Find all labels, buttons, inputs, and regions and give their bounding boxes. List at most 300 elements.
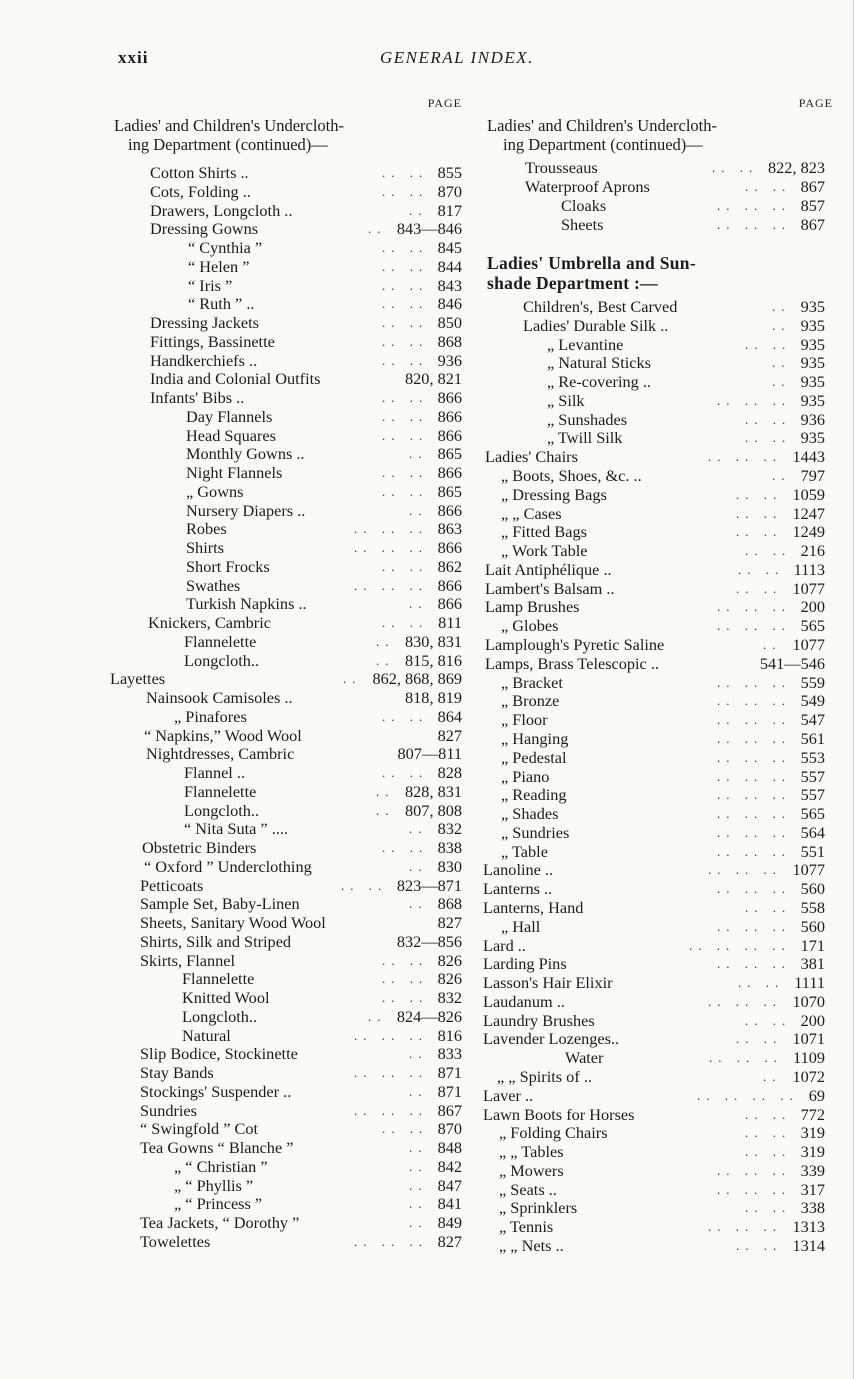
entry-title: „ Sprinklers: [499, 1198, 578, 1218]
entry-title: „ „ Tables: [499, 1142, 564, 1162]
index-entry: [110, 1101, 462, 1120]
entry-page: 561: [800, 728, 825, 748]
index-entry: [110, 594, 462, 613]
index-entry: [110, 913, 462, 932]
entry-page: 797: [800, 466, 825, 486]
entry-title: Laundry Brushes: [483, 1010, 595, 1030]
leader-dots: .. ..: [736, 580, 783, 596]
entry-page: 553: [800, 747, 825, 767]
entry-page: 560: [800, 916, 825, 936]
entry-page: 843: [437, 275, 462, 295]
entry-title: Water: [565, 1048, 604, 1068]
entry-page: 844: [437, 256, 462, 276]
leader-dots: .. .. ..: [717, 217, 791, 232]
index-entry: [483, 992, 833, 1011]
index-entry: [483, 842, 833, 861]
index-entry: [483, 428, 833, 447]
entry-title: „ Pinafores: [174, 706, 247, 726]
entry-title: Natural: [182, 1025, 231, 1045]
entry-page: 849: [437, 1213, 462, 1232]
index-entry: [110, 876, 462, 895]
leader-dots: .. ..: [736, 1238, 783, 1253]
entry-title: Flannel ..: [184, 763, 246, 782]
entry-title: Trousseaus: [525, 158, 598, 177]
entry-title: Head Squares: [186, 425, 276, 445]
entry-title: „ „ Nets ..: [499, 1236, 564, 1255]
right-column: [483, 96, 833, 1256]
entry-page: 1249: [792, 522, 825, 542]
leader-dots: ..: [376, 783, 395, 799]
index-entry: [483, 879, 833, 898]
entry-title: “ Swingfold ” Cot: [140, 1119, 259, 1139]
entry-page: 862, 868, 869: [372, 669, 462, 689]
entry-title: „ Piano: [501, 766, 550, 786]
entry-page: 541—546: [759, 653, 825, 673]
entry-page: 827: [437, 1231, 462, 1251]
leader-dots: .. .. .. ..: [689, 937, 791, 953]
index-entry: [110, 951, 462, 970]
entry-page: 772: [800, 1104, 825, 1124]
index-entry: [110, 1213, 462, 1232]
entry-title: Turkish Napkins ..: [186, 594, 307, 614]
leader-dots: ..: [376, 633, 395, 649]
index-entry: [110, 294, 462, 313]
entry-page: 816: [437, 1025, 462, 1045]
entry-page: 822, 823: [768, 158, 825, 177]
entry-page: 381: [800, 954, 825, 974]
entry-title: „ Sundries: [501, 822, 570, 842]
entry-page: 845: [437, 238, 462, 257]
entry-title: Tea Jackets, “ Dorothy ”: [140, 1213, 300, 1232]
entry-title: Knickers, Cambric: [148, 613, 271, 632]
leader-dots: .. .. ..: [354, 1102, 428, 1118]
leader-dots: .. ..: [745, 1200, 792, 1216]
entry-page: 935: [800, 334, 825, 354]
leader-dots: .. ..: [382, 390, 429, 405]
entry-title: Day Flannels: [186, 406, 273, 426]
entry-page: 200: [800, 1010, 825, 1030]
index-entry: [483, 767, 833, 786]
leader-dots: .. .. ..: [717, 881, 791, 897]
entry-page: 319: [800, 1123, 825, 1143]
entry-title: “ Napkins,” Wood Wool: [144, 725, 302, 745]
leader-dots: ..: [376, 652, 395, 668]
entry-title: Sheets, Sanitary Wood Wool: [140, 913, 326, 932]
index-entry: [483, 391, 833, 410]
leader-dots: ..: [368, 1008, 387, 1024]
entry-title: Tea Gowns “ Blanche ”: [140, 1138, 294, 1157]
leader-dots: ..: [409, 1215, 428, 1230]
leader-dots: .. ..: [382, 483, 429, 499]
entry-title: Sample Set, Baby-Linen: [140, 894, 300, 914]
entry-title: Laudanum ..: [483, 991, 565, 1011]
index-entry: [483, 1048, 833, 1067]
entry-title: „ Folding Chairs: [499, 1123, 608, 1143]
leader-dots: .. ..: [745, 543, 792, 559]
leader-dots: .. ..: [382, 990, 429, 1005]
index-entry: [483, 954, 833, 973]
entry-title: „ Bronze: [501, 691, 560, 711]
entry-title: Lamps, Brass Telescopic ..: [485, 653, 659, 673]
entry-page: 833: [437, 1044, 462, 1064]
leader-dots: .. ..: [382, 352, 429, 368]
index-entry: [110, 276, 462, 295]
entry-page: 1059: [792, 484, 825, 504]
index-entry: [110, 744, 462, 763]
entry-title: Infants' Bibs ..: [150, 388, 245, 407]
index-entry: [483, 1086, 833, 1105]
entry-page: 841: [437, 1194, 462, 1214]
entry-title: “ Iris ”: [188, 275, 233, 295]
index-entry: [483, 785, 833, 804]
leader-dots: .. .. ..: [717, 806, 791, 822]
entry-title: „ Levantine: [547, 334, 624, 354]
index-entry: [110, 426, 462, 445]
entry-title: „ Gowns: [186, 481, 244, 501]
leader-dots: .. ..: [738, 561, 785, 577]
entry-page: 871: [437, 1063, 462, 1082]
entry-page: 866: [437, 500, 462, 520]
entry-page: 1070: [792, 991, 825, 1011]
entry-title: „ Table: [501, 841, 548, 861]
index-entry: [110, 688, 462, 707]
leader-dots: .. ..: [382, 765, 429, 780]
index-entry: [110, 519, 462, 538]
leader-dots: .. ..: [745, 430, 792, 446]
entry-page: 936: [800, 409, 825, 429]
index-entry: [110, 707, 462, 726]
entry-title: Cloaks: [561, 196, 607, 215]
leader-dots: ..: [409, 1140, 428, 1155]
index-entry: [483, 372, 833, 391]
index-entry: [483, 597, 833, 616]
entry-page: 69: [808, 1085, 825, 1105]
umbrella-heading: Ladies' Umbrella and Sun-: [487, 253, 696, 273]
index-entry: [483, 654, 833, 673]
index-entry: [110, 219, 462, 238]
entry-title: Handkerchiefs ..: [150, 350, 258, 370]
index-entry: [110, 388, 462, 407]
entry-title: Monthly Gowns ..: [186, 444, 305, 464]
index-entry: [110, 669, 462, 688]
index-entry: [483, 1029, 833, 1048]
entry-page: 838: [437, 838, 462, 857]
index-entry: [483, 635, 833, 654]
entry-page: 832: [437, 819, 462, 839]
entry-title: Children's, Best Carved: [523, 297, 678, 316]
entry-page: 866: [437, 463, 462, 482]
index-entry: [110, 782, 462, 801]
leader-dots: .. ..: [382, 615, 429, 630]
entry-title: „ Hall: [501, 916, 541, 936]
entry-page: 339: [800, 1160, 825, 1180]
leader-dots: .. .. ..: [354, 577, 428, 593]
index-entry: [483, 1105, 833, 1124]
index-entry: [483, 560, 833, 579]
leader-dots: ..: [763, 637, 782, 653]
leader-dots: ..: [409, 202, 428, 218]
entry-title: Lanterns ..: [483, 879, 553, 899]
entry-page: 549: [800, 691, 825, 711]
entry-page: 565: [800, 616, 825, 636]
leader-dots: .. ..: [382, 333, 429, 349]
index-entry: [483, 215, 833, 234]
leader-dots: .. .. ..: [717, 843, 791, 859]
entry-page: 811: [438, 613, 462, 632]
entry-page: 171: [800, 935, 825, 955]
leader-dots: .. .. ..: [717, 693, 791, 709]
entry-title: „ Re-covering ..: [547, 372, 651, 392]
leader-dots: .. ..: [382, 952, 429, 968]
entry-page: 863: [437, 519, 462, 539]
leader-dots: ..: [409, 1196, 428, 1212]
index-entry: [110, 407, 462, 426]
entry-page: 842: [437, 1156, 462, 1176]
index-entry: [483, 1142, 833, 1161]
leader-dots: .. .. ..: [717, 392, 791, 408]
entry-title: Lamp Brushes: [485, 597, 580, 617]
entry-title: Lanterns, Hand: [483, 897, 584, 917]
entry-page: 866: [437, 594, 462, 614]
leader-dots: .. ..: [745, 899, 792, 915]
leader-dots: ..: [763, 1068, 782, 1084]
entry-page: 1077: [792, 578, 825, 598]
entry-page: 868: [437, 894, 462, 914]
leader-dots: ..: [772, 299, 791, 314]
section-heading-continued: ing Department (continued)—: [503, 135, 703, 154]
entry-title: Longcloth..: [182, 1006, 258, 1026]
index-entry: [110, 1176, 462, 1195]
leader-dots: .. .. ..: [717, 599, 791, 615]
leader-dots: .. .. ..: [717, 712, 791, 728]
leader-dots: ..: [409, 858, 428, 874]
entry-page: 557: [800, 766, 825, 786]
leader-dots: .. .. ..: [354, 1027, 428, 1043]
index-entry: [110, 726, 462, 745]
leader-dots: .. .. ..: [717, 787, 791, 803]
entry-title: Nainsook Camisoles ..: [146, 688, 293, 707]
entry-page: 855: [437, 163, 462, 182]
entry-page: 559: [800, 672, 825, 692]
index-entry: [483, 936, 833, 955]
leader-dots: .. ..: [382, 427, 429, 443]
index-entry: [483, 353, 833, 372]
entry-title: Sheets: [561, 215, 604, 234]
entry-page: 1071: [792, 1029, 825, 1049]
leader-dots: .. ..: [382, 708, 429, 724]
entry-title: Night Flannels: [186, 463, 283, 482]
entry-page: 827: [437, 725, 462, 745]
entry-title: “ Oxford ” Underclothing: [144, 856, 312, 876]
leader-dots: .. ..: [382, 1121, 429, 1137]
index-entry: [110, 351, 462, 370]
entry-title: „ Silk: [547, 390, 585, 410]
index-entry: [483, 917, 833, 936]
index-entry: [110, 557, 462, 576]
leader-dots: .. .. ..: [717, 749, 791, 765]
leader-dots: .. ..: [382, 258, 429, 274]
entry-page: 1314: [792, 1236, 825, 1255]
leader-dots: .. ..: [382, 183, 429, 199]
leader-dots: .. .. ..: [708, 862, 782, 878]
index-entry: [110, 1157, 462, 1176]
leader-dots: .. ..: [382, 971, 429, 987]
entry-page: 870: [437, 181, 462, 201]
index-entry: [110, 444, 462, 463]
entry-title: Nightdresses, Cambric: [146, 744, 295, 764]
entry-page: 319: [800, 1142, 825, 1162]
entry-page: 827: [437, 913, 462, 932]
index-entry: [483, 691, 833, 710]
entry-title: Shirts: [186, 538, 225, 557]
leader-dots: .. ..: [382, 315, 429, 330]
entry-page: 826: [437, 969, 462, 989]
leader-dots: .. ..: [736, 1031, 783, 1047]
leader-dots: .. .. ..: [717, 1162, 791, 1178]
index-entry: [110, 576, 462, 595]
entry-page: 867: [800, 177, 825, 196]
leader-dots: .. .. ..: [717, 730, 791, 746]
entry-page: 1077: [792, 860, 825, 880]
leader-dots: ..: [409, 1046, 428, 1062]
entry-page: 867: [800, 215, 825, 234]
entry-title: Longcloth..: [184, 800, 260, 820]
index-entry: [483, 316, 833, 335]
entry-page: 1109: [793, 1048, 825, 1068]
entry-title: Lawn Boots for Horses: [483, 1104, 635, 1124]
leader-dots: .. .. ..: [717, 1181, 791, 1197]
entry-title: „ Floor: [501, 710, 548, 730]
index-entry: [483, 158, 833, 177]
index-entry: [483, 410, 833, 429]
entry-page: 818, 819: [405, 688, 462, 707]
entry-title: „ Sunshades: [547, 409, 628, 429]
entry-page: 832: [437, 988, 462, 1007]
index-entry: [483, 616, 833, 635]
entry-title: Obstetric Binders: [142, 838, 257, 857]
leader-dots: ..: [409, 1158, 428, 1174]
index-entry: [110, 1119, 462, 1138]
entry-page: 826: [437, 950, 462, 970]
leader-dots: .. ..: [745, 1125, 792, 1141]
index-entry: [110, 801, 462, 820]
leader-dots: .. ..: [341, 877, 388, 893]
index-entry: [110, 538, 462, 557]
leader-dots: .. ..: [382, 240, 429, 255]
entry-title: Waterproof Aprons: [525, 177, 650, 196]
index-entry: [483, 1123, 833, 1142]
entry-title: Lambert's Balsam ..: [485, 578, 615, 598]
leader-dots: .. .. .. ..: [697, 1087, 799, 1103]
entry-title: “ Helen ”: [188, 256, 250, 276]
index-entry: [110, 1082, 462, 1101]
leader-dots: ..: [368, 221, 387, 237]
entry-title: Stockings' Suspender ..: [140, 1081, 292, 1101]
entry-title: „ Fitted Bags: [501, 522, 587, 542]
entry-title: Short Frocks: [186, 556, 270, 576]
index-entry: [110, 632, 462, 651]
entry-title: Flannelette: [184, 631, 257, 651]
entry-page: 1443: [792, 447, 825, 467]
index-entry: [110, 238, 462, 257]
entry-title: Lamplough's Pyretic Saline: [485, 635, 665, 655]
entry-title: Flannelette: [184, 781, 257, 801]
entry-title: „ Reading: [501, 785, 567, 805]
entry-title: Sundries: [140, 1100, 197, 1120]
entry-page: 832—856: [396, 931, 462, 951]
leader-dots: .. ..: [382, 465, 429, 480]
entry-page: 557: [800, 785, 825, 805]
entry-page: 857: [800, 196, 825, 215]
entry-page: 848: [437, 1138, 462, 1157]
entry-title: „ Shades: [501, 804, 559, 824]
entry-page: 807, 808: [405, 800, 462, 820]
entry-page: 865: [437, 444, 462, 464]
index-entry: [483, 729, 833, 748]
entry-page: 824—826: [396, 1006, 462, 1026]
index-entry: [483, 898, 833, 917]
entry-title: „ Seats ..: [499, 1179, 557, 1199]
entry-page: 558: [800, 897, 825, 917]
index-entry: [483, 1217, 833, 1236]
entry-page: 828, 831: [405, 781, 462, 801]
leader-dots: .. .. ..: [709, 1050, 783, 1066]
entry-title: Fittings, Bassinette: [150, 331, 275, 351]
entry-title: Lavender Lozenges..: [483, 1029, 620, 1049]
entry-page: 870: [437, 1119, 462, 1139]
entry-page: 866: [437, 406, 462, 426]
entry-title: Towelettes: [140, 1231, 211, 1251]
entry-page: 200: [800, 597, 825, 617]
leader-dots: .. .. ..: [708, 993, 782, 1009]
leader-dots: .. .. ..: [717, 768, 791, 784]
leader-dots: .. ..: [712, 160, 759, 175]
leader-dots: .. .. ..: [717, 918, 791, 934]
section-heading: Ladies' and Children's Undercloth-: [487, 116, 718, 135]
index-entry: [110, 1026, 462, 1045]
page-number: xxii: [118, 48, 149, 67]
entry-title: Layettes: [110, 669, 166, 689]
entry-page: 547: [800, 710, 825, 730]
index-entry: [483, 196, 833, 215]
leader-dots: ..: [772, 374, 791, 390]
index-entry: [483, 1011, 833, 1030]
entry-title: Dressing Jackets: [150, 313, 259, 332]
entry-page: 935: [800, 372, 825, 392]
index-entry: [110, 1007, 462, 1026]
section-heading-continued: [128, 135, 328, 154]
entry-page: 807—811: [397, 744, 462, 764]
index-entry: [110, 257, 462, 276]
index-entry: [483, 466, 833, 485]
entry-page: 862: [437, 556, 462, 576]
index-entry: [110, 932, 462, 951]
leader-dots: .. ..: [382, 840, 429, 855]
entry-title: Lard ..: [483, 935, 526, 955]
page-header: [0, 48, 854, 74]
entry-page: 866: [437, 388, 462, 407]
index-entry: [483, 1067, 833, 1086]
entry-title: Nursery Diapers ..: [186, 500, 306, 520]
index-entry: [483, 504, 833, 523]
entry-title: „ Globes: [501, 616, 559, 636]
index-entry: [110, 1063, 462, 1082]
leader-dots: .. ..: [736, 486, 783, 502]
entry-title: Ladies' Chairs: [485, 447, 578, 467]
entry-page: 843—846: [396, 219, 462, 239]
leader-dots: ..: [772, 355, 791, 371]
index-entry: [483, 973, 833, 992]
